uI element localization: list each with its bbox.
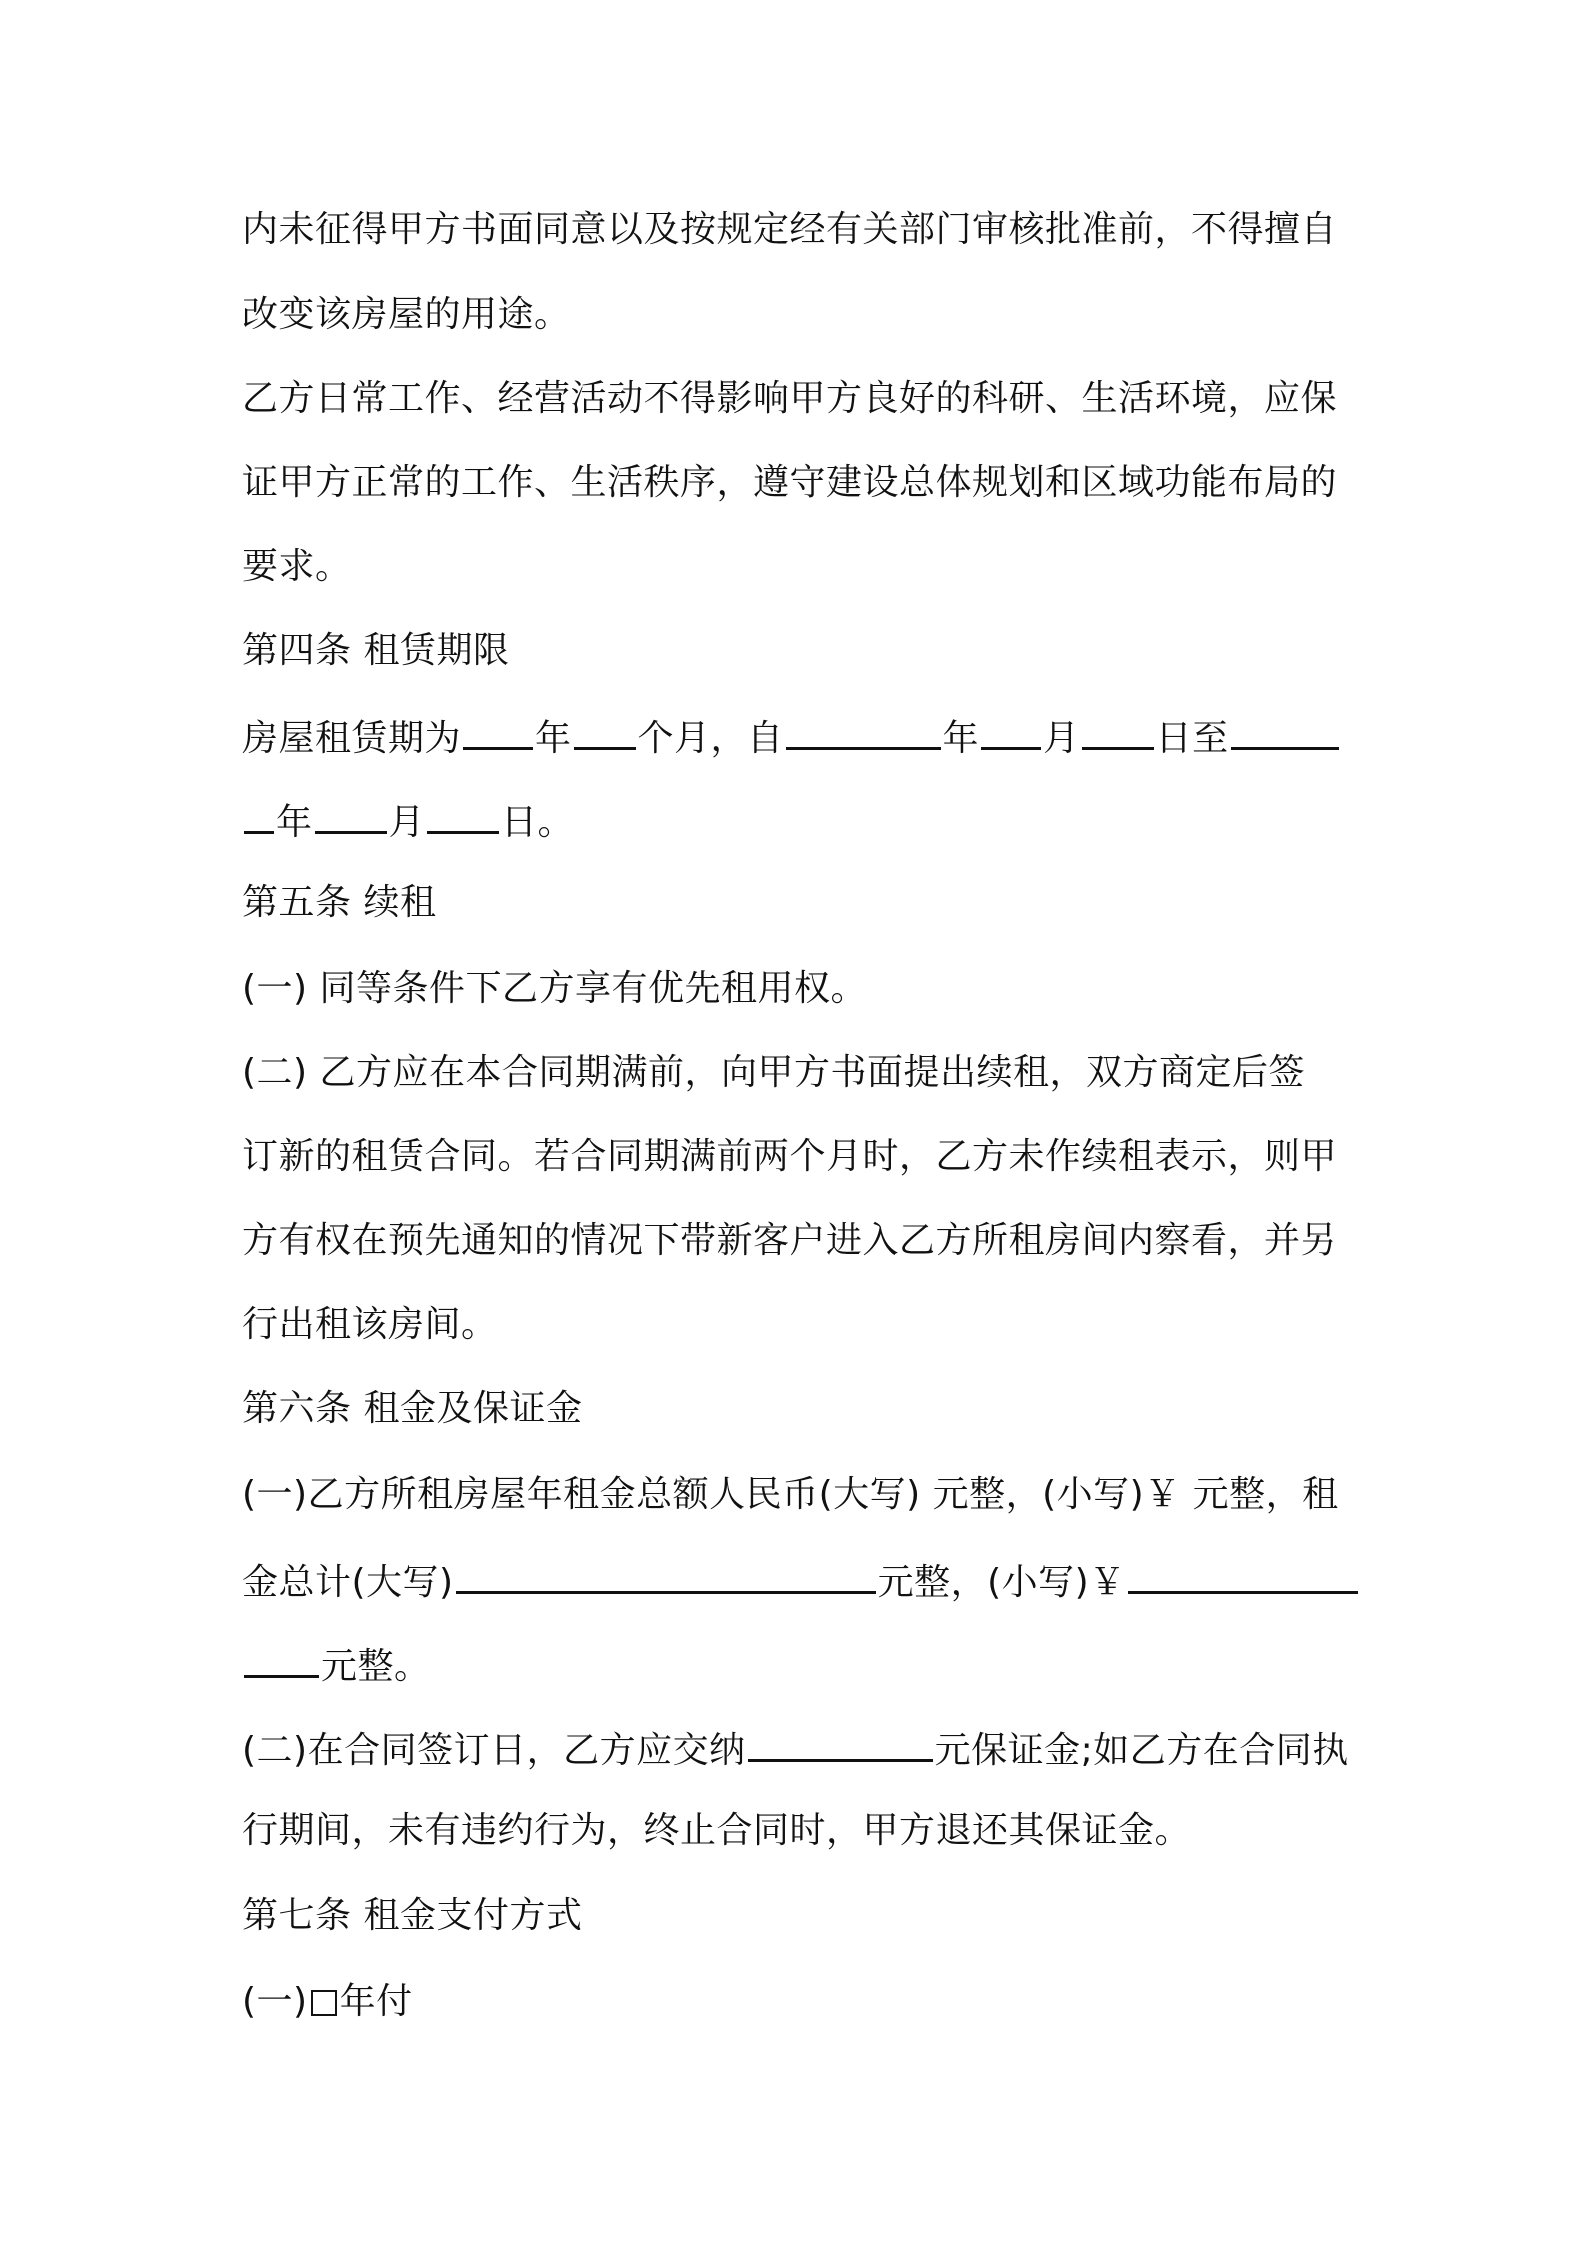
text-segment: 月 <box>388 802 426 843</box>
text-segment: 个月，自 <box>637 718 784 759</box>
blank-months <box>574 711 636 750</box>
text-segment: 年 <box>276 802 313 843</box>
article-5-heading: 第五条 续租 <box>242 882 437 923</box>
article-6-deposit-line <box>242 1723 1362 1775</box>
paragraph-line: 方有权在预先通知的情况下带新客户进入乙方所租房间内察看，并另 <box>242 1220 1338 1261</box>
paragraph-line: 订新的租赁合同。若合同期满前两个月时，乙方未作续租表示，则甲 <box>242 1136 1338 1177</box>
text-segment: 元整。 <box>321 1646 431 1687</box>
paragraph-line: 证甲方正常的工作、生活秩序，遵守建设总体规划和区域功能布局的 <box>242 462 1338 503</box>
annual-payment-checkbox[interactable] <box>311 1990 337 2016</box>
article-4-term-line <box>242 711 1362 763</box>
article-7-option-line <box>242 1978 1362 2026</box>
article-6-total-line <box>242 1555 1362 1607</box>
paragraph-line: (一) 同等条件下乙方享有优先租用权。 <box>242 968 868 1009</box>
text-segment: 元保证金;如乙方在合同执 <box>934 1730 1349 1771</box>
paragraph-line: 要求。 <box>242 546 352 587</box>
blank-total-uppercase <box>456 1555 876 1594</box>
blank-years <box>463 711 533 750</box>
paragraph-line: 行期间，未有违约行为，终止合同时，甲方退还其保证金。 <box>242 1810 1192 1851</box>
blank-start-month <box>981 711 1041 750</box>
blank-start-year <box>786 711 941 750</box>
blank-deposit <box>748 1723 933 1762</box>
paragraph-line: (二) 乙方应在本合同期满前，向甲方书面提出续租，双方商定后签 <box>242 1052 1306 1093</box>
text-segment: 房屋租赁期为 <box>242 718 462 759</box>
blank-end-year <box>1231 711 1339 750</box>
paragraph-line: (一)乙方所租房屋年租金总额人民币(大写) 元整，(小写)￥ 元整，租 <box>242 1474 1339 1515</box>
text-segment: 日。 <box>501 802 575 843</box>
text-segment: (二)在合同签订日，乙方应交纳 <box>242 1730 746 1771</box>
article-4-heading: 第四条 租赁期限 <box>242 630 510 671</box>
paragraph-line: 行出租该房间。 <box>242 1304 498 1345</box>
blank-end-day <box>427 795 499 834</box>
text-segment: 月 <box>1043 718 1080 759</box>
paragraph-line: 乙方日常工作、经营活动不得影响甲方良好的科研、生活环境，应保 <box>242 378 1338 419</box>
blank-end-month <box>315 795 387 834</box>
text-segment: (一) <box>242 1981 308 2022</box>
article-6-total-line-2 <box>242 1639 1362 1691</box>
paragraph-line: 内未征得甲方书面同意以及按规定经有关部门审核批准前，不得擅自 <box>242 209 1338 250</box>
blank-end-year-cont <box>244 795 274 834</box>
text-segment: 年付 <box>339 1981 413 2022</box>
paragraph-line: 改变该房屋的用途。 <box>242 294 571 335</box>
text-segment: 年 <box>535 718 572 759</box>
text-segment: 日至 <box>1155 718 1229 759</box>
text-segment: 元整，(小写)￥ <box>877 1562 1126 1603</box>
article-7-heading: 第七条 租金支付方式 <box>242 1895 583 1936</box>
blank-total-lowercase <box>1128 1555 1358 1594</box>
blank-start-day <box>1082 711 1154 750</box>
article-6-heading: 第六条 租金及保证金 <box>242 1388 583 1429</box>
text-segment: 年 <box>942 718 980 759</box>
blank-total-lowercase-cont <box>244 1639 319 1678</box>
text-segment: 金总计(大写) <box>242 1562 454 1603</box>
article-4-term-line-2 <box>242 795 1362 847</box>
